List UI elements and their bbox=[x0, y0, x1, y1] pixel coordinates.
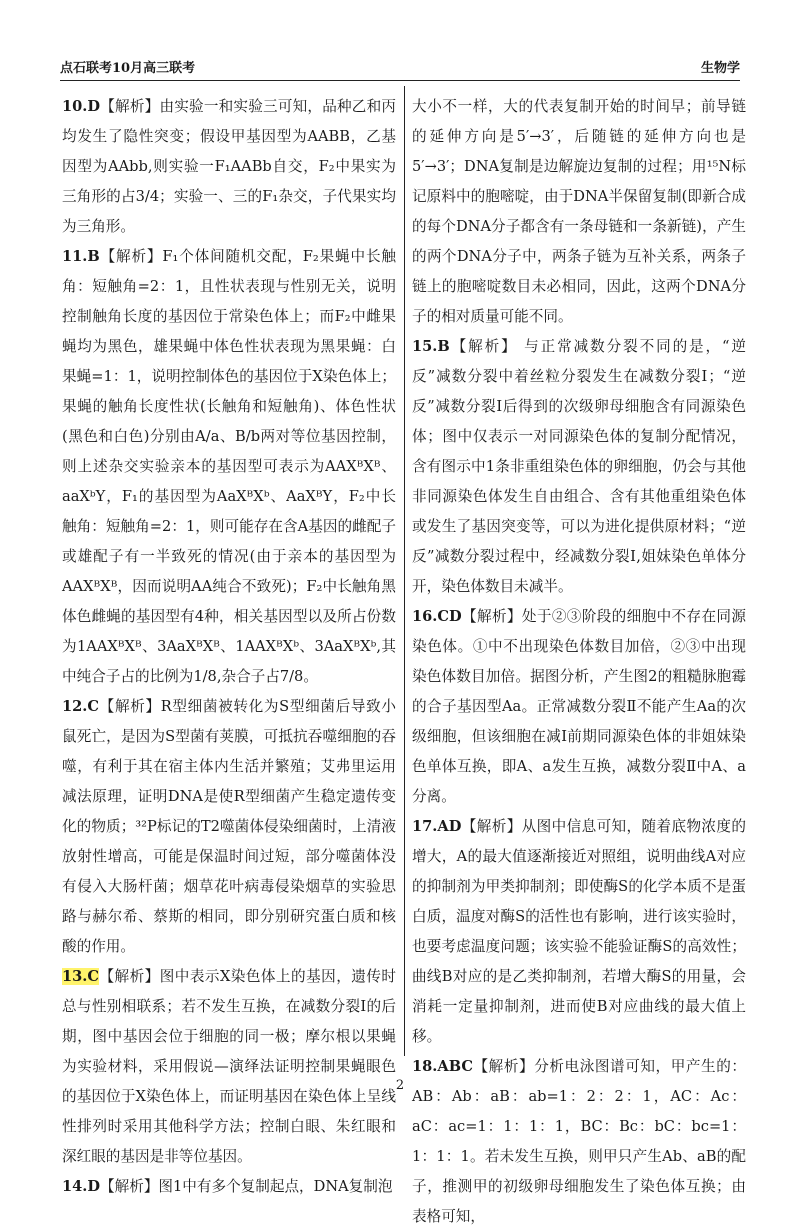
page-header bbox=[60, 52, 740, 76]
subject-label: 生物学 bbox=[700, 61, 740, 76]
answer-number: 11.B bbox=[62, 248, 100, 265]
answer-text: 【解析】图中表示X染色体上的基因，遗传时总与性别相联系；若不发生互换，在减数分裂Ⅰ的后期，图中基因会位于细胞的同一极；摩尔根以果蝇为实验材料，采用假说—演绎法证明控制果蝇眼色的基因位于X染色体上，而证明基因在染色体上呈线性排列时采用其他科学方法；控制白眼、朱红眼和深红眼的基因是非等位基因。 bbox=[62, 968, 396, 1165]
answer-13 bbox=[62, 962, 396, 1172]
answer-text: 【解析】F₁个体间随机交配，F₂果蝇中长触角：短触角=2：1，且性状表现与性别无关，说明控制触角长度的基因位于常染色体上；而F₂中雌果蝇均为黑色，雄果蝇中体色性状表现为黑果蝇：白果蝇=1：1，说明控制体色的基因位于X染色体上；果蝇的触角长度性状(长触角和短触角)、体色性状(黑色和白色)分别由A/a、B/b两对等位基因控制，则上述杂交实验亲本的基因型可表示为AAXᴮXᴮ、aaXᵇY，F₁的基因型为AaXᴮXᵇ、AaXᴮY，F₂中长触角：短触角=2：1，则可能存在含A基因的雌配子或雄配子有一半致死的情况(由于亲本的基因型为AAXᴮXᴮ，因而说明AA纯合不致死)；F₂中长触角黑体色雌蝇的基因型有4种，相关基因型以及所占份数为1AAXᴮXᴮ、3AaXᴮXᴮ、1AAXᴮXᵇ、3AaXᴮXᵇ,其中纯合子占的比例为1/8,杂合子占7/8。 bbox=[62, 248, 396, 685]
answer-text: 大小不一样，大的代表复制开始的时间早；前导链的延伸方向是5′→3′，后随链的延伸方向也是5′→3′；DNA复制是边解旋边复制的过程；用¹⁵N标记原料中的胞嘧啶，由于DNA半保留复制(即新合成的每个DNA分子都含有一条母链和一条新链)，产生的两个DNA分子中，两条子链为互补关系，两条子链上的胞嘧啶数目未必相同，因此，这两个DNA分子的相对质量可能不同。 bbox=[412, 98, 746, 325]
page-number: 2 bbox=[395, 1078, 405, 1093]
answer-text: 【解析】处于②③阶段的细胞中不存在同源染色体。①中不出现染色体数目加倍，②③中出现染色体数目加倍。据图分析，产生图2的粗糙脉胞霉的合子基因型Aa。正常减数分裂Ⅱ不能产生Aa的次级细胞，但该细胞在减Ⅰ前期同源染色体的非姐妹染色单体互换，即A、a发生互换，减数分裂Ⅱ中A、a分离。 bbox=[412, 608, 746, 805]
answer-16 bbox=[412, 602, 746, 812]
column-divider bbox=[404, 86, 405, 1056]
answer-number: 17.AD bbox=[412, 818, 462, 835]
answer-text: 【解析】图1中有多个复制起点，DNA复制泡 bbox=[100, 1178, 393, 1195]
answer-number-highlighted: 13.C bbox=[62, 968, 100, 985]
answer-11 bbox=[62, 242, 396, 692]
answer-14-continued bbox=[412, 92, 746, 332]
answer-number: 16.CD bbox=[412, 608, 462, 625]
header-rule bbox=[60, 80, 740, 81]
answer-text: 【解析】R型细菌被转化为S型细菌后导致小鼠死亡，是因为S型菌有荚膜，可抵抗吞噬细胞的吞噬，有利于其在宿主体内生活并繁殖；艾弗里运用减法原理，证明DNA是使R型细菌产生稳定遗传变化的物质；³²P标记的T2噬菌体侵染细菌时，上清液放射性增高，可能是保温时间过短，部分噬菌体没有侵入大肠杆菌；烟草花叶病毒侵染烟草的实验思路与赫尔希、蔡斯的相同，即分别研究蛋白质和核酸的作用。 bbox=[62, 698, 396, 955]
answer-number: 12.C bbox=[62, 698, 100, 715]
answer-number: 18.ABC bbox=[412, 1058, 473, 1075]
answer-number: 15.B bbox=[412, 338, 450, 355]
answer-14 bbox=[62, 1172, 396, 1202]
answer-number: 14.D bbox=[62, 1178, 101, 1195]
right-column bbox=[412, 92, 746, 1225]
answer-text: 【解析】由实验一和实验三可知，品种乙和丙均发生了隐性突变；假设甲基因型为AABB，乙基因型为AAbb,则实验一F₁AABb自交，F₂中果实为三角形的占3/4；实验一、三的F₁杂交，子代果实均为三角形。 bbox=[62, 98, 396, 235]
answer-text: 【解析】 与正常减数分裂不同的是，“逆反”减数分裂中着丝粒分裂发生在减数分裂Ⅰ；“逆反”减数分裂Ⅰ后得到的次级卵母细胞含有同源染色体；图中仅表示一对同源染色体的复制分配情况，含有图示中1条非重组染色体的卵细胞，仍会与其他非同源染色体发生自由组合、含有其他重组染色体或发生了基因突变等，可以为进化提供原材料；“逆反”减数分裂过程中，经减数分裂Ⅰ,姐妹染色单体分开，染色体数目未减半。 bbox=[412, 338, 746, 595]
left-column bbox=[62, 92, 396, 1195]
answer-number: 10.D bbox=[62, 98, 101, 115]
answer-text: 【解析】分析电泳图谱可知，甲产生的：AB：Ab：aB：ab=1：2：2：1，AC：Ac：aC：ac=1：1：1：1，BC：Bc：bC：bc=1：1：1：1。若未发生互换，则甲只产生Ab、aB的配子，推测甲的初级卵母细胞发生了染色体互换；由表格可知， bbox=[412, 1058, 746, 1225]
answer-15 bbox=[412, 332, 746, 602]
exam-title: 点石联考10月高三联考 bbox=[60, 61, 196, 76]
answer-text: 【解析】从图中信息可知，随着底物浓度的增大，A的最大值逐渐接近对照组，说明曲线A对应的抑制剂为甲类抑制剂；即使酶S的化学本质不是蛋白质，温度对酶S的活性也有影响，进行该实验时，也要考虑温度问题；该实验不能验证酶S的高效性；曲线B对应的是乙类抑制剂，若增大酶S的用量，会消耗一定量抑制剂，进而使B对应曲线的最大值上移。 bbox=[412, 818, 746, 1045]
answer-12 bbox=[62, 692, 396, 962]
answer-17 bbox=[412, 812, 746, 1052]
answer-10 bbox=[62, 92, 396, 242]
